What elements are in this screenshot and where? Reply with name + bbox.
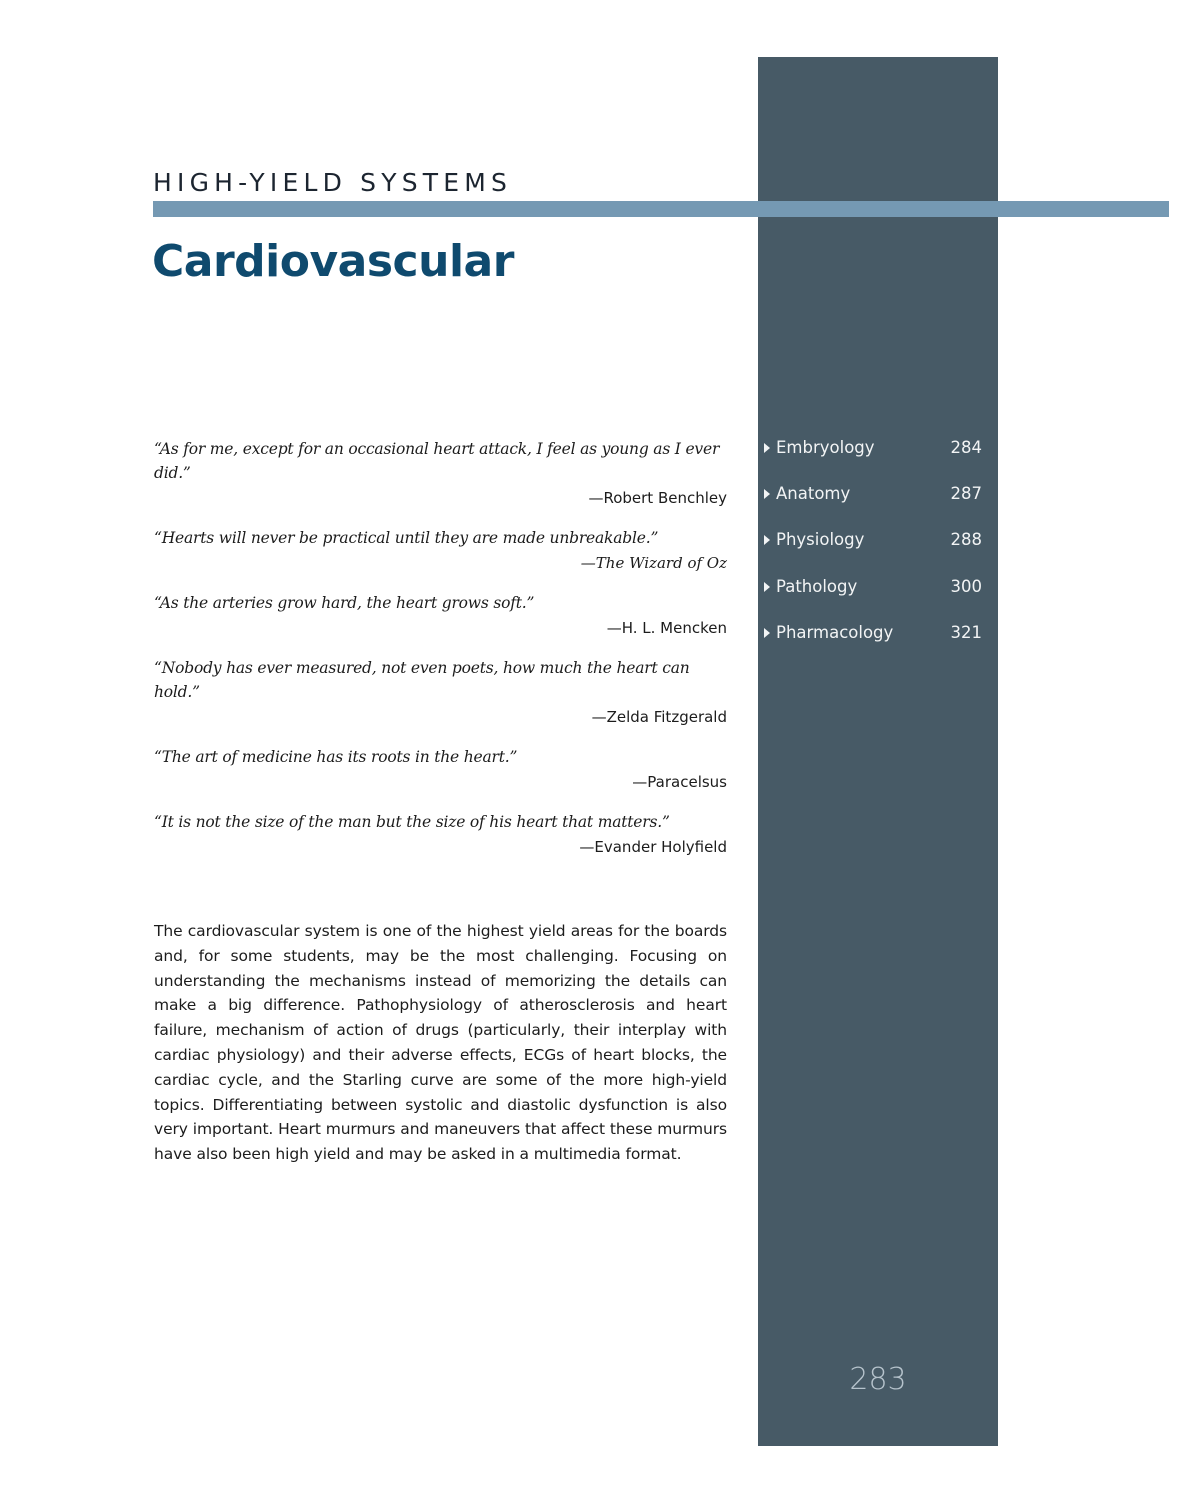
- quote: [154, 591, 727, 640]
- quote-attribution: —Paracelsus: [632, 773, 727, 791]
- toc-item-label: Pathology: [776, 576, 858, 596]
- quote-attribution: —H. L. Mencken: [606, 619, 727, 637]
- toc-item-physiology[interactable]: [764, 528, 982, 574]
- section-kicker: HIGH-YIELD SYSTEMS: [153, 168, 513, 197]
- toc-item-pathology[interactable]: [764, 575, 982, 621]
- triangle-right-icon: [764, 489, 770, 499]
- quote-text: “Nobody has ever measured, not even poets, how much the heart can hold.”: [154, 659, 690, 701]
- quote-text: “It is not the size of the man but the size of his heart that matters.”: [154, 813, 670, 831]
- toc-item-pharmacology[interactable]: [764, 621, 982, 667]
- toc-item-embryology[interactable]: [764, 436, 982, 482]
- quote-attribution: —Evander Holyfield: [579, 838, 727, 856]
- sidebar-panel: [758, 57, 998, 1446]
- toc-item-page: 288: [950, 530, 982, 550]
- chapter-toc: [764, 436, 982, 667]
- quote-attribution: —The Wizard of Oz: [580, 554, 727, 572]
- toc-item-label: Physiology: [776, 530, 865, 550]
- quote-text: “As the arteries grow hard, the heart grows soft.”: [154, 594, 535, 612]
- triangle-right-icon: [764, 535, 770, 545]
- quote-text: “Hearts will never be practical until they are made unbreakable.”: [154, 529, 659, 547]
- quote: [154, 437, 727, 510]
- triangle-right-icon: [764, 582, 770, 592]
- intro-paragraph: The cardiovascular system is one of the highest yield areas for the boards and, for some students, may be the most challenging. Focusing on understanding the mechanisms instead of memorizing the details can make a big difference. Pathophysiology of atherosclerosis and heart failure, mechanism of action of drugs (particularly, their interplay with cardiac physiology) and their adverse effects, ECGs of heart blocks, the cardiac cycle, and the Starling curve are some of the more high-yield topics. Differentiating between systolic and diastolic dysfunction is also very important. Heart murmurs and maneuvers that affect these murmurs have also been high yield and may be asked in a multimedia format.: [154, 922, 727, 1164]
- toc-item-page: 300: [950, 576, 982, 596]
- triangle-right-icon: [764, 443, 770, 453]
- toc-item-page: 321: [950, 622, 982, 642]
- quote: [154, 656, 727, 729]
- chapter-title: Cardiovascular: [152, 236, 514, 287]
- quote-attribution: —Robert Benchley: [588, 489, 727, 507]
- quote: [154, 526, 727, 575]
- toc-item-anatomy[interactable]: [764, 482, 982, 528]
- toc-item-label: Anatomy: [776, 484, 851, 504]
- toc-item-page: 284: [950, 438, 982, 457]
- quote-attribution: —Zelda Fitzgerald: [591, 708, 727, 726]
- toc-item-page: 287: [950, 484, 982, 504]
- quote: [154, 810, 727, 859]
- quote-text: “As for me, except for an occasional heart attack, I feel as young as I ever did.”: [154, 440, 720, 482]
- toc-item-label: Embryology: [776, 438, 875, 457]
- quote: [154, 745, 727, 794]
- quote-text: “The art of medicine has its roots in the heart.”: [154, 748, 518, 766]
- triangle-right-icon: [764, 628, 770, 638]
- toc-item-label: Pharmacology: [776, 622, 894, 642]
- epigraph-quotes: [154, 437, 727, 875]
- header-rule-bar: [153, 201, 1169, 217]
- page-number: 283: [849, 1362, 907, 1397]
